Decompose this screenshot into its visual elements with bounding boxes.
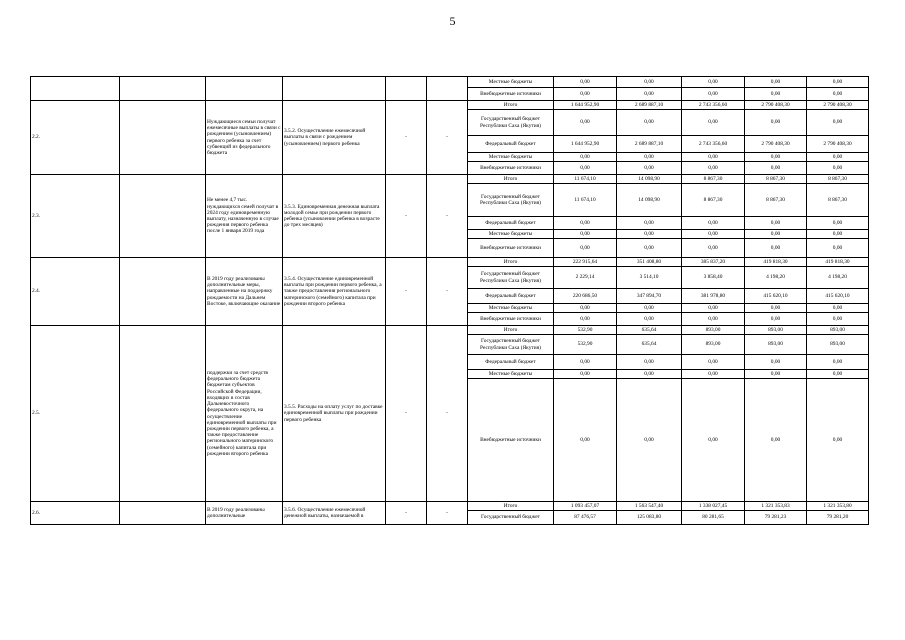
amount-cell: 0,00 — [554, 153, 617, 162]
amount-cell: 0,00 — [745, 77, 807, 88]
amount-cell: 0,00 — [745, 239, 807, 258]
funding-source: Государственный бюджет Республики Саха (Якутия) — [468, 110, 554, 136]
amount-cell: 0,00 — [682, 110, 745, 136]
amount-cell: 3 858,40 — [682, 267, 745, 289]
amount-cell: 2 689 887,10 — [617, 101, 682, 110]
funding-source: Итого — [468, 101, 554, 110]
table-row — [31, 258, 869, 267]
amount-cell: 8 867,30 — [682, 175, 745, 184]
amount-cell: 0,00 — [617, 304, 682, 313]
empty-cell — [120, 77, 206, 101]
funding-source: Государственный бюджет — [468, 511, 554, 525]
amount-cell: 8 867,30 — [807, 175, 869, 184]
activity-name: 3.5.5. Расходы на оплату услуг по доставке единовременной выплаты при рождении первого ребенка — [283, 326, 386, 502]
amount-cell: 635,64 — [617, 335, 682, 355]
amount-cell: 0,00 — [807, 88, 869, 101]
amount-cell: 0,00 — [554, 77, 617, 88]
amount-cell: 0,00 — [807, 370, 869, 379]
dash-cell: - — [427, 326, 468, 502]
empty-cell — [120, 258, 206, 326]
funding-source: Федеральный бюджет — [468, 355, 554, 370]
amount-cell: 0,00 — [745, 370, 807, 379]
amount-cell: 415 620,10 — [745, 289, 807, 304]
amount-cell: 79 281,23 — [745, 511, 807, 525]
funding-source: Местные бюджеты — [468, 77, 554, 88]
empty-cell — [120, 502, 206, 525]
amount-cell: 1 644 952,90 — [554, 136, 617, 153]
expected-result: поддержки за счет средств федерального бюджета бюджетам субъектов Российской Федерации, входящих в состав Дальневосточного федерального округа, на осуществление единовременной выплаты при рождении первого ребенка, а также предоставление регионального материнского (семейного) капитала при рождении второго ребенка — [206, 326, 283, 502]
amount-cell: 0,00 — [807, 355, 869, 370]
amount-cell: 222 915,64 — [554, 258, 617, 267]
amount-cell: 0,00 — [682, 379, 745, 502]
amount-cell: 2 790 408,30 — [807, 101, 869, 110]
amount-cell: 1 563 547,40 — [617, 502, 682, 511]
amount-cell: 0,00 — [617, 77, 682, 88]
expected-result: Нуждающиеся семьи получат ежемесячные выплаты в связи с рождением (усыновлением) первого ребенка за счет субвенций из федерального бюджета — [206, 101, 283, 175]
dash-cell: - — [427, 258, 468, 326]
table-row — [31, 502, 869, 511]
amount-cell: 14 098,90 — [617, 184, 682, 217]
empty-cell — [120, 175, 206, 258]
amount-cell: 1 093 457,07 — [554, 502, 617, 511]
empty-cell — [283, 77, 386, 101]
funding-source: Внебюджетные источники — [468, 379, 554, 502]
funding-source: Внебюджетные источники — [468, 313, 554, 326]
amount-cell: 4 198,20 — [807, 267, 869, 289]
amount-cell: 1 644 952,90 — [554, 101, 617, 110]
amount-cell: 532,90 — [554, 326, 617, 335]
funding-source: Местные бюджеты — [468, 370, 554, 379]
amount-cell: 0,00 — [554, 304, 617, 313]
dash-cell: - — [386, 502, 427, 525]
funding-source: Федеральный бюджет — [468, 136, 554, 153]
empty-cell — [386, 77, 427, 101]
amount-cell: 11 674,10 — [554, 184, 617, 217]
amount-cell: 635,64 — [617, 326, 682, 335]
amount-cell: 2 743 356,60 — [682, 136, 745, 153]
amount-cell: 0,00 — [682, 153, 745, 162]
funding-source: Итого — [468, 502, 554, 511]
funding-source: Местные бюджеты — [468, 304, 554, 313]
dash-cell: - — [386, 101, 427, 175]
funding-source: Итого — [468, 175, 554, 184]
amount-cell: 0,00 — [682, 239, 745, 258]
amount-cell: 0,00 — [745, 217, 807, 230]
dash-cell: - — [386, 326, 427, 502]
amount-cell: 0,00 — [617, 230, 682, 239]
amount-cell: 0,00 — [807, 379, 869, 502]
amount-cell: 8 867,30 — [682, 184, 745, 217]
amount-cell: 0,00 — [554, 162, 617, 175]
funding-source: Федеральный бюджет — [468, 217, 554, 230]
amount-cell: 351 408,80 — [617, 258, 682, 267]
activity-name: 3.5.6. Осуществление ежемесячной денежной выплаты, назначаемой в — [283, 502, 386, 525]
amount-cell: 2 790 408,30 — [745, 136, 807, 153]
amount-cell: 0,00 — [617, 239, 682, 258]
amount-cell: 419 818,30 — [745, 258, 807, 267]
amount-cell: 0,00 — [807, 153, 869, 162]
amount-cell: 0,00 — [807, 162, 869, 175]
amount-cell: 893,00 — [807, 326, 869, 335]
amount-cell: 0,00 — [617, 379, 682, 502]
expected-result: Не менее 4,7 тыс. нуждающихся семей получат в 2024 году единовременную выплату, назначенную в случае рождения первого ребенка после 1 января 2019 года — [206, 175, 283, 258]
funding-source: Местные бюджеты — [468, 153, 554, 162]
amount-cell: 0,00 — [745, 153, 807, 162]
amount-cell: 2 689 887,10 — [617, 136, 682, 153]
funding-source: Государственный бюджет Республики Саха (Якутия) — [468, 267, 554, 289]
amount-cell: 1 321 353,80 — [807, 502, 869, 511]
amount-cell: 0,00 — [617, 370, 682, 379]
empty-cell — [120, 326, 206, 502]
amount-cell: 0,00 — [682, 230, 745, 239]
amount-cell: 0,00 — [745, 313, 807, 326]
empty-cell — [120, 101, 206, 175]
amount-cell: 0,00 — [745, 379, 807, 502]
amount-cell: 0,00 — [745, 88, 807, 101]
dash-cell: - — [386, 175, 427, 258]
amount-cell: 0,00 — [682, 217, 745, 230]
amount-cell: 385 837,20 — [682, 258, 745, 267]
amount-cell: 0,00 — [807, 110, 869, 136]
amount-cell: 0,00 — [807, 230, 869, 239]
amount-cell: 8 867,30 — [807, 184, 869, 217]
amount-cell: 0,00 — [745, 304, 807, 313]
amount-cell: 0,00 — [745, 162, 807, 175]
amount-cell: 0,00 — [682, 355, 745, 370]
amount-cell: 0,00 — [617, 110, 682, 136]
section-number: 2.3. — [31, 175, 120, 258]
table-row — [31, 326, 869, 335]
amount-cell: 2 743 356,60 — [682, 101, 745, 110]
amount-cell: 11 674,10 — [554, 175, 617, 184]
amount-cell: 893,00 — [682, 335, 745, 355]
amount-cell: 80 281,65 — [682, 511, 745, 525]
amount-cell: 347 894,70 — [617, 289, 682, 304]
amount-cell: 0,00 — [807, 313, 869, 326]
section-number: 2.5. — [31, 326, 120, 502]
amount-cell: 79 281,20 — [807, 511, 869, 525]
table-row — [31, 175, 869, 184]
amount-cell: 2 790 408,30 — [807, 136, 869, 153]
amount-cell: 0,00 — [554, 355, 617, 370]
table-row — [31, 77, 869, 88]
amount-cell: 1 338 027,45 — [682, 502, 745, 511]
expected-result: В 2019 году реализованы дополнительные — [206, 502, 283, 525]
budget-table — [30, 76, 869, 525]
funding-source: Внебюджетные источники — [468, 239, 554, 258]
amount-cell: 0,00 — [682, 88, 745, 101]
amount-cell: 0,00 — [682, 370, 745, 379]
amount-cell: 0,00 — [807, 217, 869, 230]
amount-cell: 0,00 — [554, 313, 617, 326]
amount-cell: 0,00 — [807, 239, 869, 258]
amount-cell: 0,00 — [745, 355, 807, 370]
amount-cell: 0,00 — [554, 370, 617, 379]
amount-cell: 0,00 — [682, 162, 745, 175]
amount-cell: 220 686,50 — [554, 289, 617, 304]
amount-cell: 0,00 — [807, 77, 869, 88]
funding-source: Итого — [468, 326, 554, 335]
amount-cell: 0,00 — [554, 217, 617, 230]
funding-source: Итого — [468, 258, 554, 267]
dash-cell: - — [427, 502, 468, 525]
funding-source: Государственный бюджет Республики Саха (Якутия) — [468, 184, 554, 217]
funding-source: Федеральный бюджет — [468, 289, 554, 304]
amount-cell: 893,00 — [745, 335, 807, 355]
amount-cell: 0,00 — [807, 304, 869, 313]
amount-cell: 381 978,80 — [682, 289, 745, 304]
amount-cell: 8 867,30 — [745, 184, 807, 217]
activity-name: 3.5.3. Единовременная денежная выплата молодой семье при рождении первого ребенка (усыновлении ребенка в возрасте до трех месяцев) — [283, 175, 386, 258]
activity-name: 3.5.2. Осуществление ежемесячной выплаты в связи с рождением (усыновлением) первого ребенка — [283, 101, 386, 175]
amount-cell: 0,00 — [617, 217, 682, 230]
expected-result: В 2019 году реализованы дополнительные меры, направленные на поддержку рождаемости на Дальнем Востоке, включающие оказание — [206, 258, 283, 326]
amount-cell: 2 790 408,30 — [745, 101, 807, 110]
empty-cell — [427, 77, 468, 101]
amount-cell: 532,90 — [554, 335, 617, 355]
funding-source: Внебюджетные источники — [468, 162, 554, 175]
amount-cell: 0,00 — [554, 379, 617, 502]
amount-cell: 0,00 — [682, 304, 745, 313]
empty-cell — [206, 77, 283, 101]
amount-cell: 0,00 — [745, 230, 807, 239]
amount-cell: 893,00 — [682, 326, 745, 335]
table-row — [31, 101, 869, 110]
amount-cell: 87 476,57 — [554, 511, 617, 525]
amount-cell: 893,00 — [807, 335, 869, 355]
dash-cell: - — [427, 175, 468, 258]
amount-cell: 419 818,30 — [807, 258, 869, 267]
amount-cell: 8 867,30 — [745, 175, 807, 184]
dash-cell: - — [427, 101, 468, 175]
section-number: 2.6. — [31, 502, 120, 525]
section-number: 2.4. — [31, 258, 120, 326]
amount-cell: 0,00 — [554, 239, 617, 258]
amount-cell: 0,00 — [682, 313, 745, 326]
amount-cell: 415 620,10 — [807, 289, 869, 304]
funding-source: Государственный бюджет Республики Саха (Якутия) — [468, 335, 554, 355]
amount-cell: 0,00 — [617, 153, 682, 162]
amount-cell: 0,00 — [617, 88, 682, 101]
amount-cell: 14 098,90 — [617, 175, 682, 184]
amount-cell: 0,00 — [682, 77, 745, 88]
amount-cell: 0,00 — [617, 313, 682, 326]
funding-source: Местные бюджеты — [468, 230, 554, 239]
amount-cell: 1 321 353,83 — [745, 502, 807, 511]
amount-cell: 2 229,14 — [554, 267, 617, 289]
amount-cell: 4 198,20 — [745, 267, 807, 289]
amount-cell: 3 514,10 — [617, 267, 682, 289]
section-number: 2.2. — [31, 101, 120, 175]
amount-cell: 125 083,80 — [617, 511, 682, 525]
activity-name: 3.5.4. Осуществление единовременной выплаты при рождении первого ребенка, а также предоставления регионального материнского (семейного) капитала при рождении второго ребенка — [283, 258, 386, 326]
amount-cell: 0,00 — [554, 88, 617, 101]
amount-cell: 0,00 — [554, 230, 617, 239]
amount-cell: 893,00 — [745, 326, 807, 335]
dash-cell: - — [386, 258, 427, 326]
page-number: 5 — [449, 14, 456, 28]
funding-source: Внебюджетные источники — [468, 88, 554, 101]
amount-cell: 0,00 — [554, 110, 617, 136]
amount-cell: 0,00 — [745, 110, 807, 136]
amount-cell: 0,00 — [617, 162, 682, 175]
amount-cell: 0,00 — [617, 355, 682, 370]
empty-cell — [31, 77, 120, 101]
